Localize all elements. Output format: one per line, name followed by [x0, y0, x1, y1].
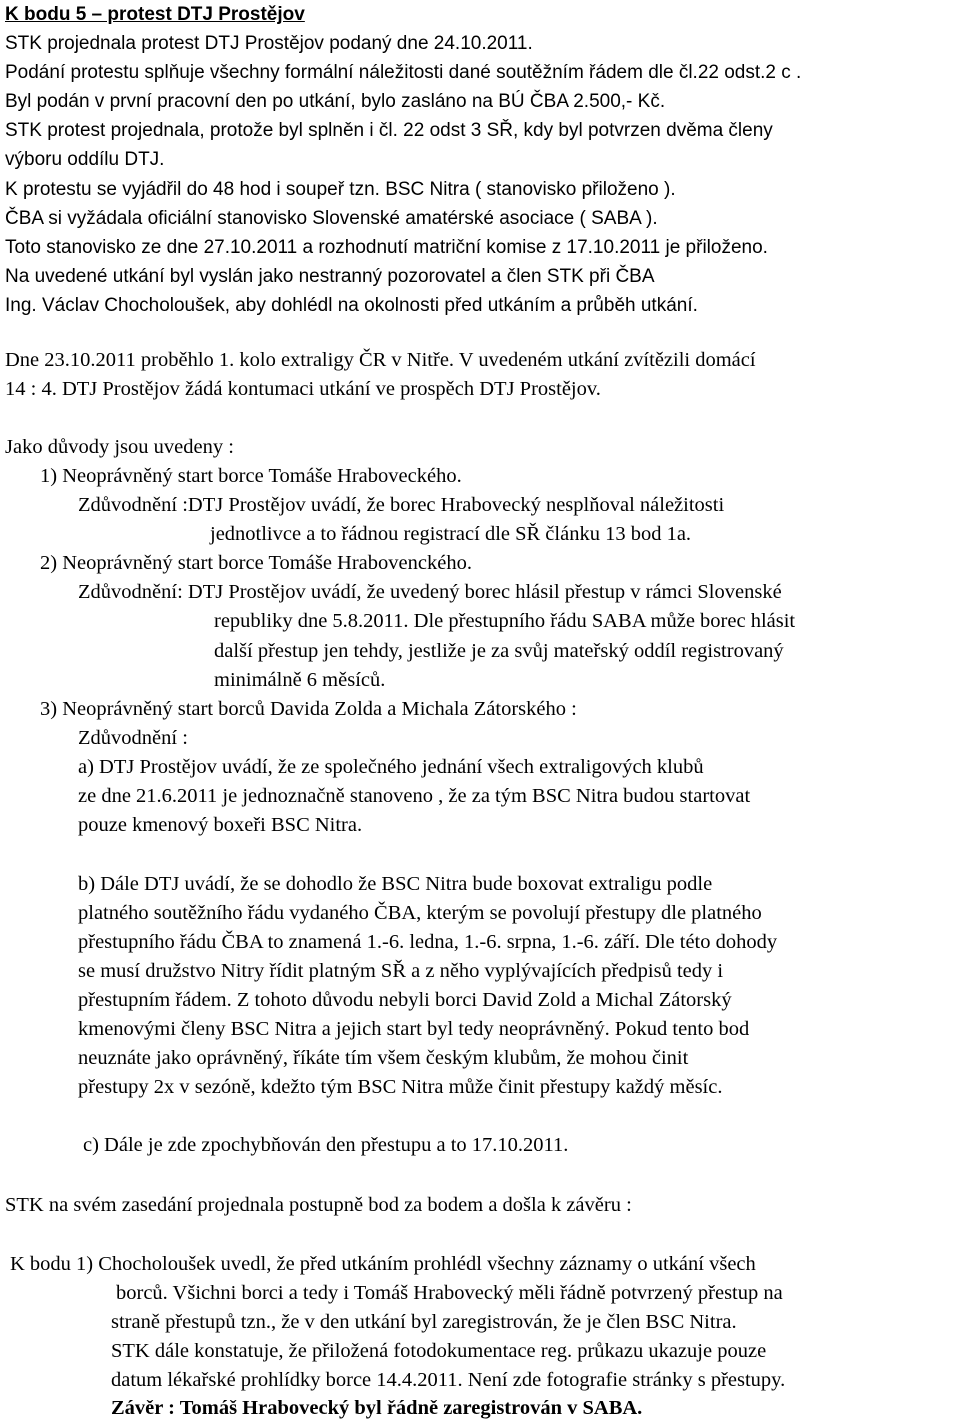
intro-line: 14 : 4. DTJ Prostějov žádá kontumaci utkání ve prospěch DTJ Prostějov. [5, 378, 601, 400]
reason-justification: pouze kmenový boxeři BSC Nitra. [78, 814, 363, 836]
reason-justification: minimálně 6 měsíců. [214, 669, 386, 691]
header-line: Ing. Václav Chocholoušek, aby dohlédl na okolnosti před utkáním a průběh utkání. [5, 295, 698, 316]
reason-justification: Zdůvodnění: DTJ Prostějov uvádí, že uvedený borec hlásil přestup v rámci Slovenské [78, 581, 782, 603]
part-b-line: přestupy 2x v sezóně, kdežto tým BSC Nitra může činit přestupy každý měsíc. [78, 1076, 723, 1098]
header-line: K protestu se vyjádřil do 48 hod i soupeř tzn. BSC Nitra ( stanovisko přiloženo ). [5, 179, 676, 200]
header-line: Na uvedené utkání byl vyslán jako nestranný pozorovatel a člen STK při ČBA [5, 266, 655, 287]
part-b-line: platného soutěžního řádu vydaného ČBA, kterým se povolují přestupy dle platného [78, 902, 762, 924]
part-b-line: b) Dále DTJ uvádí, že se dohodlo že BSC Nitra bude boxovat extraligu podle [78, 873, 713, 895]
part-b-line: neuznáte jako oprávněný, říkáte tím všem českým klubům, že mohou činit [78, 1047, 689, 1069]
part-b-line: se musí družstvo Nitry řídit platným SŘ a z něho vyplývajících předpisů tedy i [78, 960, 724, 982]
reason-item-3: 3) Neoprávněný start borců Davida Zolda a Michala Zátorského : [40, 698, 577, 720]
reason-justification: Zdůvodnění : [78, 727, 188, 749]
reason-justification: republiky dne 5.8.2011. Dle přestupního řádu SABA může borec hlásit [214, 610, 796, 632]
conclusion-line: datum lékařské prohlídky borce 14.4.2011. Není zde fotografie stránky s přestupy. [111, 1369, 786, 1391]
reason-justification: ze dne 21.6.2011 je jednoznačně stanoveno , že za tým BSC Nitra budou startovat [78, 785, 751, 807]
reasons-heading: Jako důvody jsou uvedeny : [5, 436, 234, 458]
conclusion-intro: STK na svém zasedání projednala postupně bod za bodem a došla k závěru : [5, 1194, 632, 1216]
intro-line: Dne 23.10.2011 proběhlo 1. kolo extraligy ČR v Nitře. V uvedeném utkání zvítězili domácí [5, 349, 756, 371]
part-b-line: kmenovými členy BSC Nitra a jejich start byl tedy neoprávněný. Pokud tento bod [78, 1018, 750, 1040]
reason-item-2: 2) Neoprávněný start borce Tomáše Hrabovenckého. [40, 552, 472, 574]
conclusion-verdict: Závěr : Tomáš Hrabovecký byl řádně zaregistrován v SABA. [111, 1397, 643, 1419]
header-line: Podání protestu splňuje všechny formální náležitosti dané soutěžním řádem dle čl.22 odst.2 c . [5, 62, 802, 83]
part-c-line: c) Dále je zde zpochybňován den přestupu a to 17.10.2011. [83, 1134, 569, 1156]
reason-justification: jednotlivce a to řádnou registrací dle SŘ článku 13 bod 1a. [210, 523, 692, 545]
part-b-line: přestupního řádu ČBA to znamená 1.-6. ledna, 1.-6. srpna, 1.-6. září. Dle této dohody [78, 931, 778, 953]
conclusion-line: straně přestupů tzn., že v den utkání byl zaregistrován, že je člen BSC Nitra. [111, 1311, 737, 1333]
conclusion-line: K bodu 1) Chocholoušek uvedl, že před utkáním prohlédl všechny záznamy o utkání všech [10, 1253, 756, 1275]
reason-justification: Zdůvodnění :DTJ Prostějov uvádí, že borec Hrabovecký nesplňoval náležitosti [78, 494, 725, 516]
header-line: výboru oddílu DTJ. [5, 149, 165, 170]
reason-justification: další přestup jen tehdy, jestliže je za svůj mateřský oddíl registrovaný [214, 640, 784, 662]
reason-item-1: 1) Neoprávněný start borce Tomáše Hraboveckého. [40, 465, 462, 487]
part-b-line: přestupním řádem. Z tohoto důvodu nebyli borci David Zold a Michal Zátorský [78, 989, 732, 1011]
reason-justification: a) DTJ Prostějov uvádí, že ze společného jednání všech extraligových klubů [78, 756, 704, 778]
header-line: Byl podán v první pracovní den po utkání, bylo zasláno na BÚ ČBA 2.500,- Kč. [5, 91, 666, 112]
conclusion-line: borců. Všichni borci a tedy i Tomáš Hrabovecký měli řádně potvrzený přestup na [116, 1282, 783, 1304]
header-line: Toto stanovisko ze dne 27.10.2011 a rozhodnutí matriční komise z 17.10.2011 je přiloženo. [5, 237, 768, 258]
section-title: K bodu 5 – protest DTJ Prostějov [5, 4, 305, 25]
conclusion-line: STK dále konstatuje, že přiložená fotodokumentace reg. průkazu ukazuje pouze [111, 1340, 767, 1362]
header-line: STK projednala protest DTJ Prostějov podaný dne 24.10.2011. [5, 33, 533, 54]
header-line: STK protest projednala, protože byl splněn i čl. 22 odst 3 SŘ, kdy byl potvrzen dvěma členy [5, 120, 773, 141]
header-line: ČBA si vyžádala oficiální stanovisko Slovenské amatérské asociace ( SABA ). [5, 208, 658, 229]
